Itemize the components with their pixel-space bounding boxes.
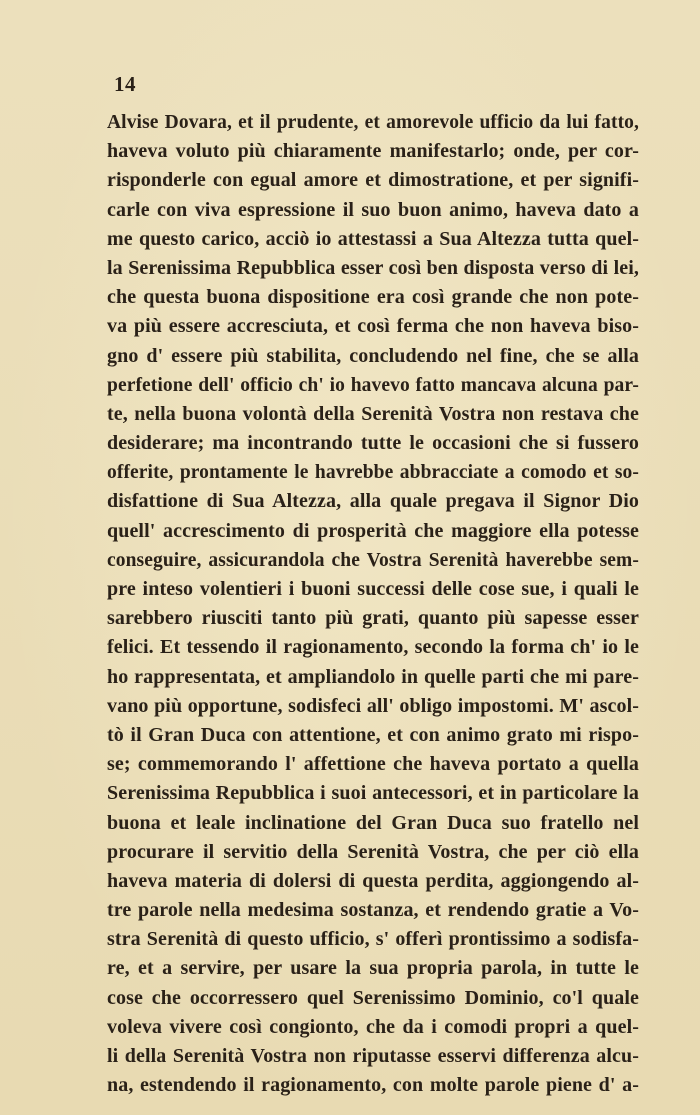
text-line: va più essere accresciuta, et così ferma che non haveva biso- [107,315,639,338]
text-line: te, nella buona volontà della Serenità Vostra non restava che [107,402,639,425]
body-text [107,108,639,1100]
text-line: buona et leale inclinatione del Gran Duca suo fratello nel [107,811,639,834]
text-line: che questa buona dispositione era così grande che non pote- [107,286,639,309]
text-line: tre parole nella medesima sostanza, et rendendo gratie a Vo- [107,899,639,922]
text-line: li della Serenità Vostra non riputasse esservi differenza alcu- [107,1045,639,1067]
text-line: pre inteso volentieri i buoni successi delle cose sue, i quali le [107,578,639,600]
text-line: me questo carico, acciò io attestassi a Sua Altezza tutta quel- [107,227,639,250]
text-line: carle con viva espressione il suo buon animo, haveva dato a [107,198,639,221]
text-line: voleva vivere così congionto, che da i comodi propri a quel- [107,1015,639,1038]
text-line: felici. Et tessendo il ragionamento, secondo la forma ch' io le [107,636,639,659]
text-line: se; commemorando l' affettione che haveva portato a quella [107,753,639,776]
text-line: perfetione dell' officio ch' io havevo fatto mancava alcuna par- [107,374,639,396]
text-line: ho rappresentata, et ampliandolo in quelle parti che mi pare- [107,665,639,688]
text-line: disfattione di Sua Altezza, alla quale pregava il Signor Dio [107,490,639,513]
text-line: na, estendendo il ragionamento, con molte parole piene d' a- [107,1074,639,1097]
text-line: re, et a servire, per usare la sua propria parola, in tutte le [107,957,639,980]
text-line: sarebbero riusciti tanto più grati, quanto più sapesse esser [107,607,639,630]
text-line: risponderle con egual amore et dimostratione, et per signifi- [107,169,639,192]
text-line: vano più opportune, sodisfeci all' obligo impostomi. M' ascol- [107,694,639,717]
text-line: la Serenissima Repubblica esser così ben disposta verso di lei, [107,256,639,279]
page-number: 14 [114,72,136,96]
text-line: stra Serenità di questo ufficio, s' offerì prontissimo a sodisfa- [107,928,639,951]
text-line: cose che occorressero quel Serenissimo Dominio, co'l quale [107,986,639,1009]
text-line: Alvise Dovara, et il prudente, et amorevole ufficio da lui fatto, [107,112,639,133]
text-line: quell' accrescimento di prosperità che maggiore ella potesse [107,519,639,542]
text-line: offerite, prontamente le havrebbe abbracciate a comodo et so- [107,462,639,484]
text-line: Serenissima Repubblica i suoi antecessori, et in particolare la [107,782,639,805]
text-line: procurare il servitio della Serenità Vostra, che per ciò ella [107,840,639,863]
text-line: conseguire, assicurandola che Vostra Serenità haverebbe sem- [107,549,639,571]
text-line: gno d' essere più stabilita, concludendo nel fine, che se alla [107,344,639,367]
text-line: haveva materia di dolersi di questa perdita, aggiongendo al- [107,869,639,892]
text-line: haveva voluto più chiaramente manifestarlo; onde, per cor- [107,140,639,163]
text-line: desiderare; ma incontrando tutte le occasioni che si fussero [107,432,639,455]
text-line: tò il Gran Duca con attentione, et con animo grato mi rispo- [107,723,639,746]
